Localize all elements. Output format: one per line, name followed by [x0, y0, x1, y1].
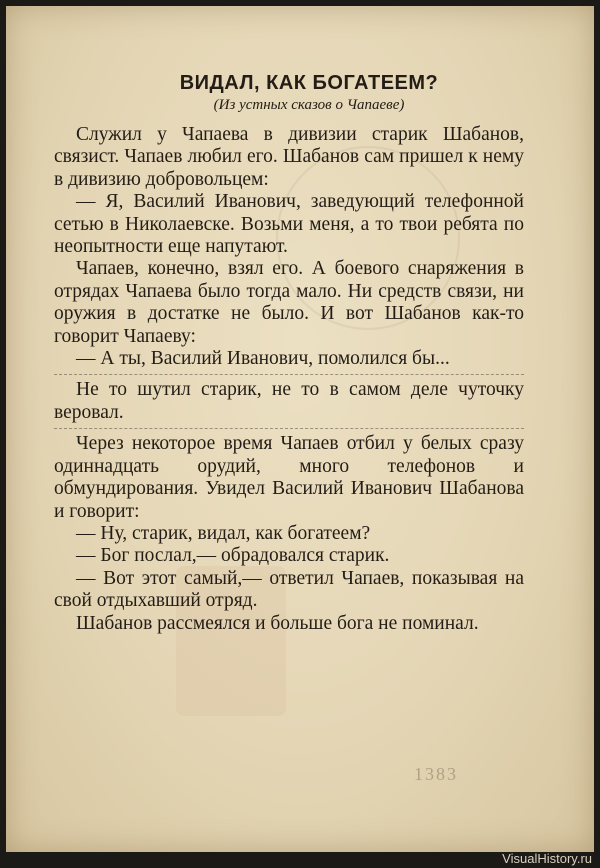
article-subtitle: (Из устных сказов о Чапаеве)	[213, 97, 405, 113]
document-page	[6, 6, 594, 852]
paragraph-2: — Я, Василий Иванович, заведующий телефонной сетью в Николаевске. Возьми меня, а то твои ребята по неопытности еще напутают.	[54, 191, 524, 258]
paragraph-3: Чапаев, конечно, взял его. А боевого снаряжения в отрядах Чапаева было тогда мало. Ни средств связи, ни оружия в достатке не было. И вот Шабанов как-то говорит Чапаеву:	[54, 258, 524, 347]
paragraph-7: — Ну, старик, видал, как богатеем?	[76, 522, 371, 544]
site-watermark: VisualHistory.ru	[502, 851, 592, 866]
divider-line	[54, 428, 524, 429]
paragraph-9: — Вот этот самый,— ответил Чапаев, показывая на свой отдыхавший отряд.	[54, 567, 524, 612]
paragraph-4: — А ты, Василий Иванович, помолился бы...	[76, 348, 450, 370]
paragraph-8: — Бог послал,— обрадовался старик.	[76, 545, 390, 567]
paragraph-6: Через некоторое время Чапаев отбил у белых сразу одиннадцать орудий, много телефонов и обмундирования. Увидел Василий Иванович Шабанова и говорит:	[54, 433, 524, 522]
paragraph-5: Не то шутил старик, не то в самом деле чуточку веровал.	[54, 379, 524, 423]
article-title: ВИДАЛ, КАК БОГАТЕЕМ?	[179, 72, 439, 94]
article	[54, 72, 524, 635]
paragraph-1: Служил у Чапаева в дивизии старик Шабанов, связист. Чапаев любил его. Шабанов сам пришел к нему в дивизию добровольцем:	[54, 124, 524, 190]
divider-line	[54, 374, 524, 375]
faint-stamp-number: 1383	[414, 764, 458, 784]
paragraph-10: Шабанов рассмеялся и больше бога не поминал.	[76, 612, 479, 634]
